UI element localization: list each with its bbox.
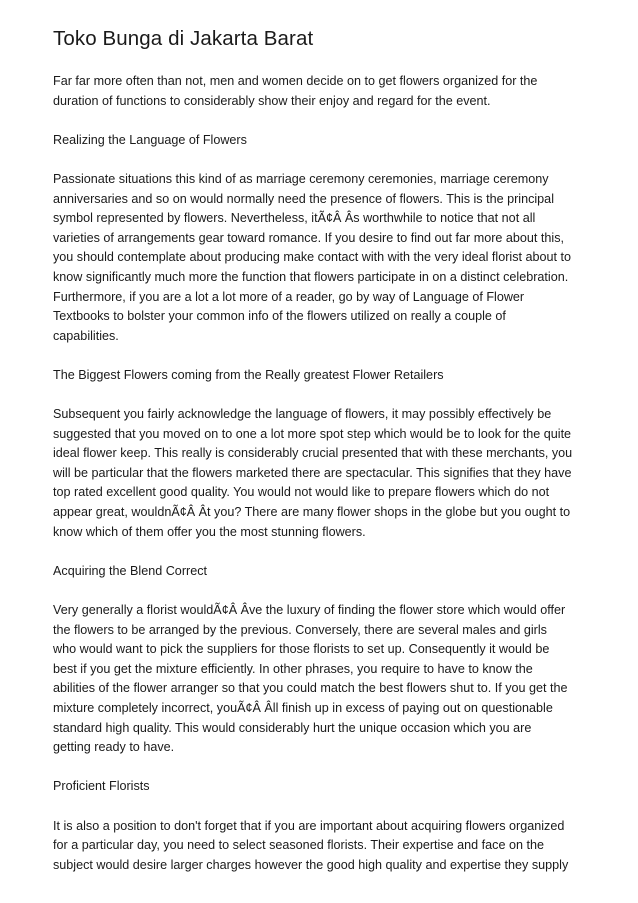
paragraph-line: who would want to pick the suppliers for those florists to set up. Consequently it would be bbox=[53, 642, 550, 657]
paragraph-line: ideal flower keep. This really is considerably crucial presented that with these merchants, you bbox=[53, 446, 573, 461]
paragraph-line: capabilities. bbox=[53, 328, 119, 343]
paragraph-line: getting ready to have. bbox=[53, 740, 175, 755]
document-page bbox=[53, 26, 593, 895]
section-heading: Proficient Florists bbox=[53, 779, 150, 794]
paragraph-line: varieties of arrangements gear toward romance. If you desire to find out far more about this, bbox=[53, 230, 565, 245]
section-heading: The Biggest Flowers coming from the Really greatest Flower Retailers bbox=[53, 367, 444, 382]
paragraph bbox=[53, 817, 593, 876]
paragraph-line: appear great, wouldnÃ¢Â Ât you? There are many flower shops in the globe but you ought to bbox=[53, 505, 571, 520]
paragraph-line: you should contemplate about producing make contact with with the very ideal florist about to bbox=[53, 250, 572, 265]
section-heading: Acquiring the Blend Correct bbox=[53, 563, 208, 578]
paragraph-line: know which of them offer you the most stunning flowers. bbox=[53, 524, 366, 539]
document-body bbox=[53, 72, 593, 875]
page-title: Toko Bunga di Jakarta Barat bbox=[53, 27, 314, 50]
paragraph-line: suggested that you moved on to one a lot more spot step which would be to look for the quite bbox=[53, 426, 572, 441]
paragraph bbox=[53, 170, 593, 346]
paragraph-line: know significantly much more the function that flowers participate in on a distinct celebration. bbox=[53, 269, 569, 284]
paragraph-line: Passionate situations this kind of as marriage ceremony ceremonies, marriage ceremony bbox=[53, 171, 549, 186]
paragraph-line: Very generally a florist wouldÃ¢Â Âve the luxury of finding the flower store which would offer bbox=[53, 603, 566, 618]
paragraph bbox=[53, 72, 593, 111]
paragraph-line: anniversaries and so on would normally need the presence of flowers. This is the principal bbox=[53, 191, 554, 206]
paragraph-line: for a particular day, you need to select seasoned florists. Their expertise and face on the bbox=[53, 838, 544, 853]
paragraph-line: the flowers to be arranged by the previous. Conversely, there are several males and girls bbox=[53, 622, 547, 637]
paragraph-line: symbol represented by flowers. Nevertheless, itÃ¢Â Âs worthwhile to notice that not all bbox=[53, 211, 536, 226]
paragraph-line: Far far more often than not, men and women decide on to get flowers organized for the bbox=[53, 74, 538, 88]
section-heading: Realizing the Language of Flowers bbox=[53, 132, 247, 147]
paragraph bbox=[53, 601, 593, 758]
paragraph-line: abilities of the flower arranger so that you could match the best flowers shut to. If you get the bbox=[53, 681, 568, 696]
paragraph-line: Textbooks to bolster your common info of the flowers utilized on really a couple of bbox=[53, 309, 506, 324]
paragraph-line: standard high quality. This would considerably hurt the unique occasion which you are bbox=[53, 720, 532, 735]
paragraph bbox=[53, 405, 593, 542]
paragraph-line: Subsequent you fairly acknowledge the language of flowers, it may possibly effectively be bbox=[53, 407, 552, 422]
paragraph-line: mixture completely incorrect, youÃ¢Â Âll finish up in excess of paying out on questionable bbox=[53, 701, 553, 715]
paragraph-line: Furthermore, if you are a lot a lot more of a reader, go by way of Language of Flower bbox=[53, 289, 525, 304]
paragraph-line: subject would desire larger charges however the good high quality and expertise they supply bbox=[53, 857, 569, 872]
paragraph-line: It is also a position to don't forget that if you are important about acquiring flowers organized bbox=[53, 818, 565, 833]
paragraph-line: top rated excellent good quality. You would not would like to prepare flowers which do not bbox=[53, 485, 550, 500]
paragraph-line: duration of functions to considerably show their enjoy and regard for the event. bbox=[53, 93, 491, 108]
paragraph-line: will be particular that the flowers marketed there are spectacular. This signifies that they have bbox=[53, 465, 572, 480]
paragraph-line: best if you get the mixture efficiently. In other phrases, you require to have to know the bbox=[53, 661, 533, 676]
